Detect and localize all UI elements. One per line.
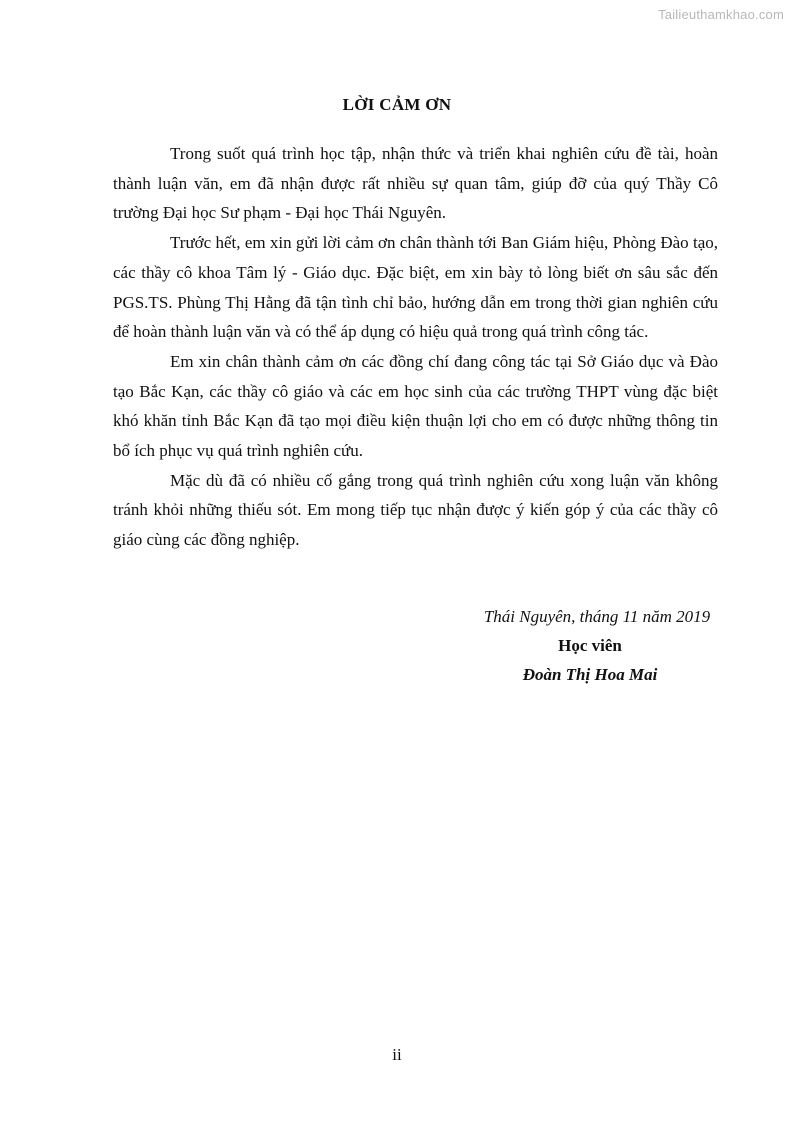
page-title: LỜI CẢM ƠN xyxy=(342,95,452,114)
signature-block xyxy=(440,602,740,689)
watermark: Tailieuthamkhao.com xyxy=(658,7,784,22)
paragraph-acknowledgement-department: Em xin chân thành cảm ơn các đồng chí đang công tác tại Sở Giáo dục và Đào tạo Bắc Kạn, các thầy cô giáo và các em học sinh của các trường THPT vùng đặc biệt khó khăn tỉnh Bắc Kạn đã tạo mọi điều kiện thuận lợi cho em có được những thông tin bổ ích phục vụ quá trình nghiên cứu. xyxy=(113,351,718,461)
paragraph-closing: Mặc dù đã có nhiều cố gắng trong quá trình nghiên cứu xong luận văn không tránh khỏi những thiếu sót. Em mong tiếp tục nhận được ý kiến góp ý của các thầy cô giáo cùng các đồng nghiệp. xyxy=(113,470,718,550)
signature-role: Học viên xyxy=(558,636,622,655)
paragraph-acknowledgement-faculty: Trước hết, em xin gửi lời cảm ơn chân thành tới Ban Giám hiệu, Phòng Đào tạo, các thầy cô khoa Tâm lý - Giáo dục. Đặc biệt, em xin bày tỏ lòng biết ơn sâu sắc đến PGS.TS. Phùng Thị Hằng đã tận tình chỉ bảo, hướng dẫn em trong thời gian nghiên cứu để hoàn thành luận văn và có thể áp dụng có hiệu quả trong quá trình công tác. xyxy=(113,233,718,342)
document-body xyxy=(113,139,718,555)
page-number: ii xyxy=(392,1045,402,1064)
paragraph-intro: Trong suốt quá trình học tập, nhận thức và triển khai nghiên cứu đề tài, hoàn thành luận văn, em đã nhận được rất nhiều sự quan tâm, giúp đỡ của quý Thầy Cô trường Đại học Sư phạm - Đại học Thái Nguyên. xyxy=(113,144,718,223)
signature-date: Thái Nguyên, tháng 11 năm 2019 xyxy=(483,607,711,626)
signature-name: Đoàn Thị Hoa Mai xyxy=(522,665,658,684)
